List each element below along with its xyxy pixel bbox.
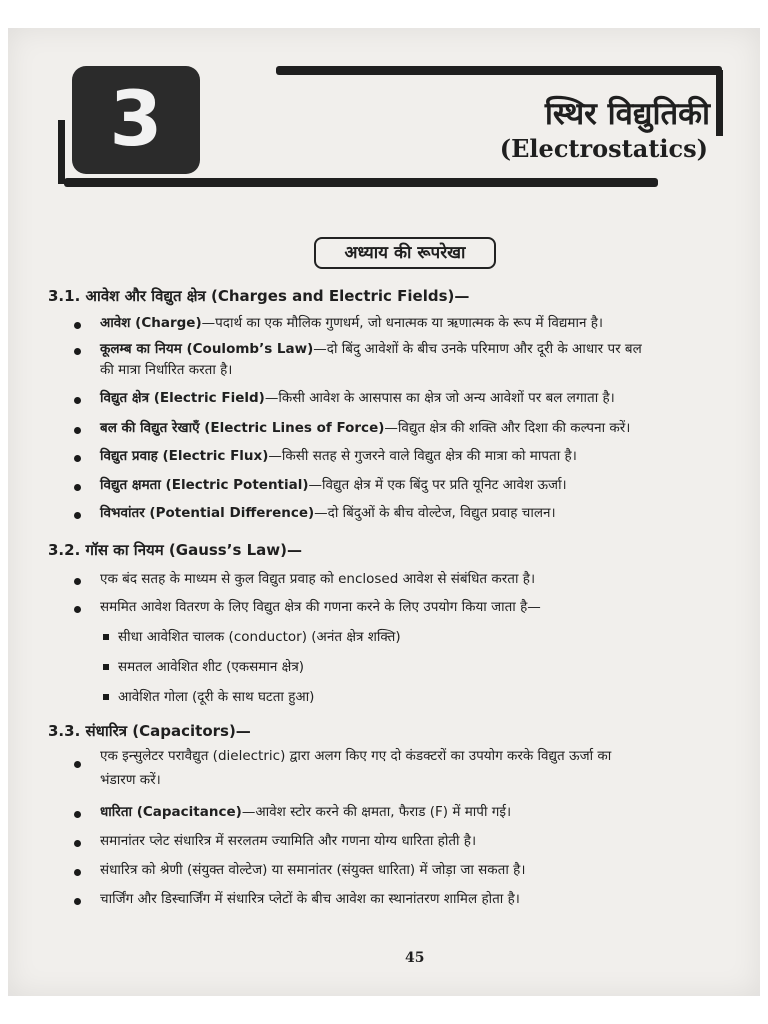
term: विद्युत प्रवाह (Electric Flux)	[100, 448, 269, 464]
sub-bullet-square	[103, 694, 109, 700]
list-item: एक इन्सुलेटर परावैद्युत (dielectric) द्वारा अलग किए गए दो कंडक्टरों का उपयोग करके विद्युत ऊर्जा का	[100, 748, 612, 764]
header-rule-right	[716, 70, 723, 136]
bullet-dot	[74, 348, 81, 355]
chapter-title-english: (Electrostatics)	[499, 134, 708, 163]
sub-list-item: समतल आवेशित शीट (एकसमान क्षेत्र)	[118, 659, 305, 675]
bullet-dot	[74, 397, 81, 404]
term: विद्युत क्षेत्र (Electric Field)	[100, 390, 265, 406]
term: विभवांतर (Potential Difference)	[100, 505, 315, 521]
list-item	[100, 445, 577, 467]
list-item: समानांतर प्लेट संधारित्र में सरलतम ज्यामिति और गणना योग्य धारिता होती है।	[100, 833, 477, 849]
bullet-dot	[74, 811, 81, 818]
chapter-number: 3	[109, 74, 163, 163]
sub-list-item: आवेशित गोला (दूरी के साथ घटता हुआ)	[118, 689, 315, 705]
list-item	[100, 312, 603, 334]
bullet-dot	[74, 455, 81, 462]
header-rule-bottom	[64, 178, 658, 187]
bullet-dot	[74, 869, 81, 876]
chapter-title-hindi: स्थिर विद्युतिकी	[544, 96, 710, 132]
term: धारिता (Capacitance)	[100, 804, 242, 820]
list-item	[100, 387, 615, 409]
page-number: 45	[405, 950, 425, 966]
outline-title: अध्याय की रूपरेखा	[314, 237, 496, 269]
bullet-dot	[74, 840, 81, 847]
term: बल की विद्युत रेखाएँ (Electric Lines of Force)	[100, 420, 385, 436]
bullet-dot	[74, 484, 81, 491]
sub-bullet-square	[103, 634, 109, 640]
chapter-number-block	[72, 66, 200, 174]
bullet-dot	[74, 322, 81, 329]
sub-bullet-square	[103, 664, 109, 670]
bullet-dot	[74, 427, 81, 434]
list-item: एक बंद सतह के माध्यम से कुल विद्युत प्रवाह को enclosed आवेश से संबंधित करता है।	[100, 571, 536, 587]
list-item	[100, 502, 556, 524]
term: कूलम्ब का नियम (Coulomb’s Law)	[100, 341, 314, 357]
section-heading-3-2: 3.2. गॉस का नियम (Gauss’s Law)—	[48, 541, 302, 559]
bullet-dot	[74, 606, 81, 613]
bullet-dot	[74, 761, 81, 768]
definition: —किसी सतह से गुजरने वाले विद्युत क्षेत्र की मात्रा को मापता है।	[268, 448, 577, 464]
list-item: संधारित्र को श्रेणी (संयुक्त वोल्टेज) या समानांतर (संयुक्त धारिता) में जोड़ा जा सकता है।	[100, 862, 526, 878]
term: विद्युत क्षमता (Electric Potential)	[100, 477, 309, 493]
definition: —विद्युत क्षेत्र में एक बिंदु पर प्रति यूनिट आवेश ऊर्जा।	[308, 477, 567, 493]
bullet-dot	[74, 578, 81, 585]
definition: —विद्युत क्षेत्र की शक्ति और दिशा की कल्पना करें।	[384, 420, 631, 436]
list-item-continuation: की मात्रा निर्धारित करता है।	[100, 362, 233, 378]
definition: —दो बिंदु आवेशों के बीच उनके परिमाण और दूरी के आधार पर बल	[313, 341, 642, 357]
bullet-dot	[74, 512, 81, 519]
sub-list-item: सीधा आवेशित चालक (conductor) (अनंत क्षेत्र शक्ति)	[118, 629, 401, 645]
bullet-dot	[74, 898, 81, 905]
definition: —आवेश स्टोर करने की क्षमता, फैराड (F) में मापी गई।	[241, 804, 512, 820]
definition: —दो बिंदुओं के बीच वोल्टेज, विद्युत प्रवाह चालन।	[314, 505, 556, 521]
header-rule-left	[58, 120, 65, 184]
list-item	[100, 474, 567, 496]
list-item-continuation: भंडारण करें।	[100, 772, 161, 788]
section-heading-3-1: 3.1. आवेश और विद्युत क्षेत्र (Charges and Electric Fields)—	[48, 287, 470, 305]
list-item	[100, 338, 642, 360]
header-rule-top	[276, 66, 722, 75]
list-item	[100, 417, 630, 439]
definition: —पदार्थ का एक मौलिक गुणधर्म, जो धनात्मक या ऋणात्मक के रूप में विद्यमान है।	[201, 315, 604, 331]
list-item: चार्जिंग और डिस्चार्जिंग में संधारित्र प्लेटों के बीच आवेश का स्थानांतरण शामिल होता है।	[100, 891, 520, 907]
term: आवेश (Charge)	[100, 315, 202, 331]
definition: —किसी आवेश के आसपास का क्षेत्र जो अन्य आवेशों पर बल लगाता है।	[264, 390, 615, 406]
list-item: सममित आवेश वितरण के लिए विद्युत क्षेत्र की गणना करने के लिए उपयोग किया जाता है—	[100, 599, 541, 615]
list-item	[100, 801, 511, 823]
section-heading-3-3: 3.3. संधारित्र (Capacitors)—	[48, 722, 251, 740]
